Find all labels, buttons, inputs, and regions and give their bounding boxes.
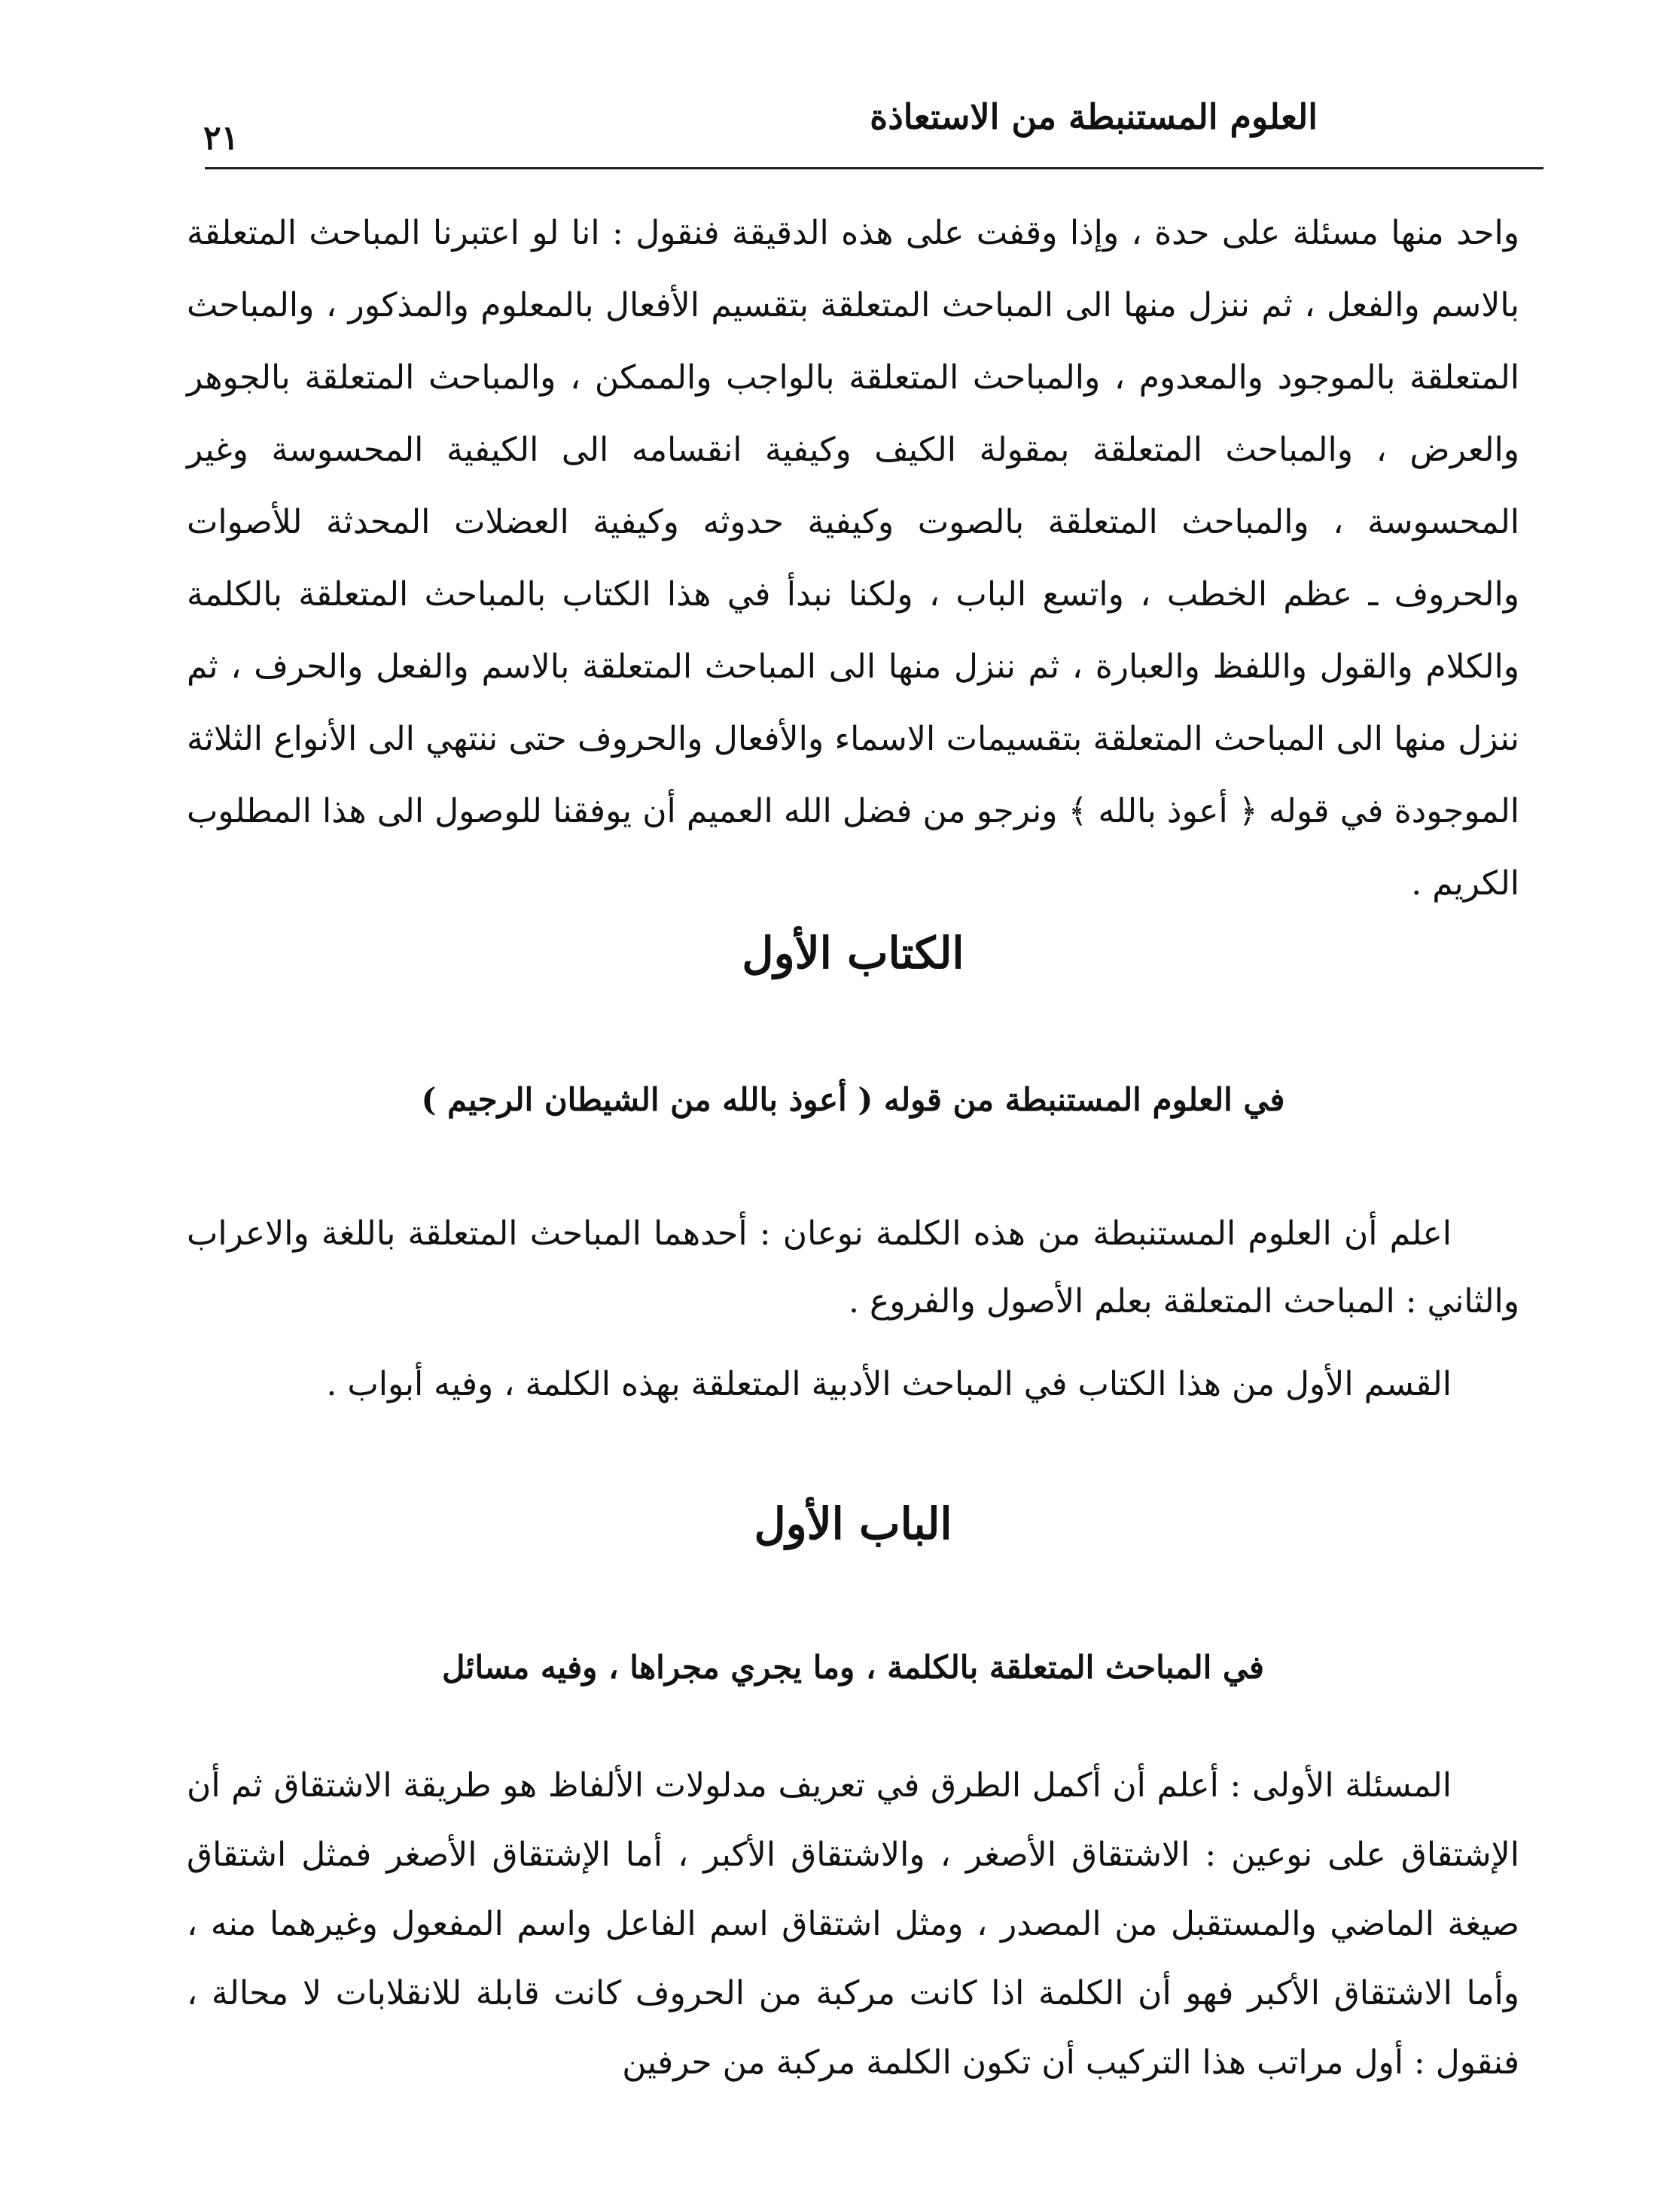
chapter-title: الباب الأول — [754, 1498, 952, 1549]
book-paragraph-1 — [187, 1200, 1519, 1336]
header-rule — [205, 167, 1543, 169]
issue-1-text: المسئلة الأولى : أعلم أن أكمل الطرق في تعريف مدلولات الألفاظ هو طريقة الاشتقاق ثم أن الإشتقاق على نوعين : الاشتقاق الأصغر ، والاشتقاق الأكبر ، أما الإشتقاق الأصغر فمثل اشتقاق صيغة الماضي والمستقبل من المصدر ، ومثل اشتقاق اسم الفاعل واسم المفعول وغيرهما منه ، وأما الاشتقاق الأكبر فهو أن الكلمة اذا كانت مركبة من الحروف كانت قابلة للانقلابات لا محالة ، فنقول : أول مراتب هذا التركيب أن تكون الكلمة مركبة من حرفين — [187, 1766, 1519, 2082]
intro-paragraph: واحد منها مسئلة على حدة ، وإذا وقفت على هذه الدقيقة فنقول : انا لو اعتبرنا المباحث المتعلقة بالاسم والفعل ، ثم ننزل منها الى المباحث المتعلقة بتقسيم الأفعال بالمعلوم والمذكور ، والمباحث المتعلقة بالموجود والمعدوم ، والمباحث المتعلقة بالواجب والممكن ، والمباحث المتعلقة بالجوهر والعرض ، والمباحث المتعلقة بمقولة الكيف وكيفية انقسامه الى الكيفية المحسوسة وغير المحسوسة ، والمباحث المتعلقة بالصوت وكيفية حدوثه وكيفية العضلات المحدثة للأصوات والحروف ـ عظم الخطب ، واتسع الباب ، ولكنا نبدأ في هذا الكتاب بالمباحث المتعلقة بالكلمة والكلام والقول واللفظ والعبارة ، ثم ننزل منها الى المباحث المتعلقة بالاسم والفعل والحرف ، ثم ننزل منها الى المباحث المتعلقة بتقسيمات الاسماء والأفعال والحروف حتى ننتهي الى الأنواع الثلاثة الموجودة في قوله ﴿ أعوذ بالله ﴾ ونرجو من فضل الله العميم أن يوفقنا للوصول الى هذا المطلوب الكريم . — [187, 214, 1520, 903]
issue-1-paragraph — [187, 1751, 1519, 2098]
running-header — [203, 89, 1543, 172]
book-paragraph-2 — [187, 1351, 1519, 1418]
book-subtitle: في العلوم المستنبطة من قوله ( أعوذ بالله من الشيطان الرجيم ) — [421, 1081, 1285, 1118]
chapter-subtitle: في المباحث المتعلقة بالكلمة ، وما يجري مجراها ، وفيه مسائل — [442, 1649, 1264, 1686]
page-number: ٢١ — [203, 119, 239, 157]
running-title: العلوم المستنبطة من الاستعاذة — [870, 96, 1318, 137]
book-paragraph-2-text: القسم الأول من هذا الكتاب في المباحث الأدبية المتعلقة بهذه الكلمة ، وفيه أبواب . — [326, 1365, 1452, 1403]
book-title: الكتاب الأول — [742, 928, 964, 979]
book-paragraph-1-text: اعلم أن العلوم المستنبطة من هذه الكلمة نوعان : أحدهما المباحث المتعلقة باللغة والاعراب والثاني : المباحث المتعلقة بعلم الأصول والفروع . — [187, 1214, 1519, 1321]
